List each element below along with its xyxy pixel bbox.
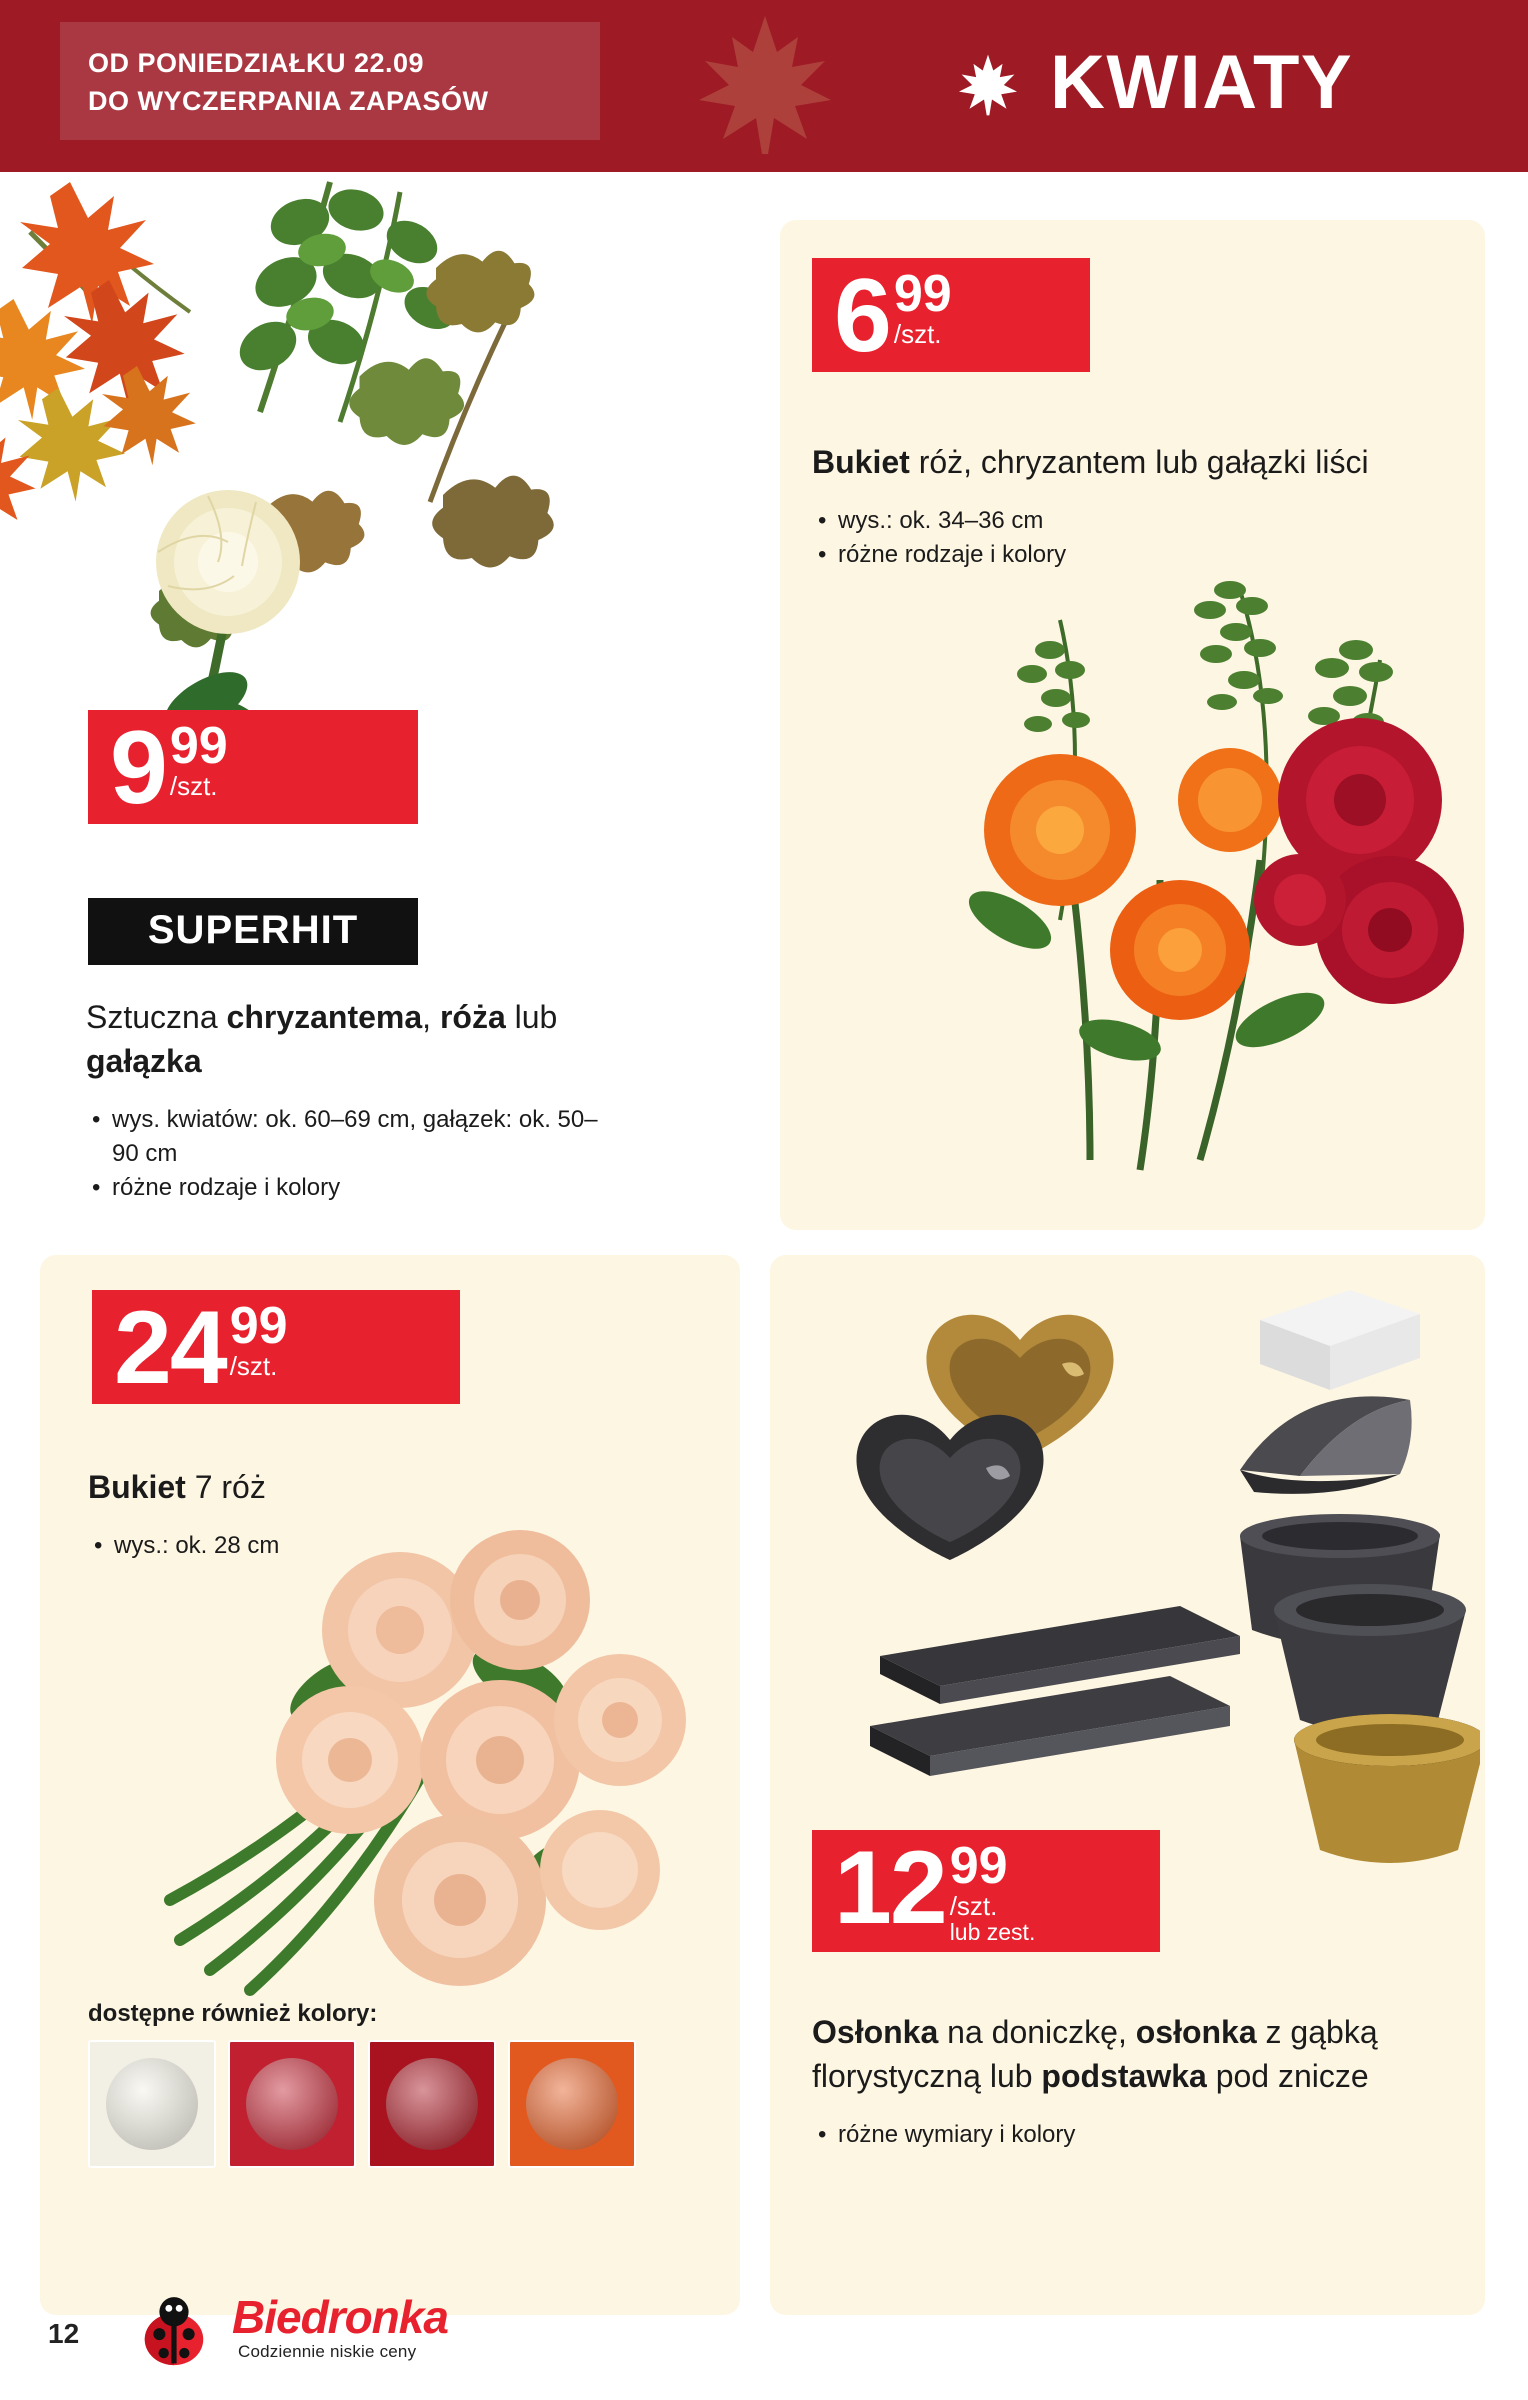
product-bullet: • różne wymiary i kolory [812,2118,1432,2152]
price-unit: /szt. [169,771,218,801]
product-image-bukiet-7-roz [100,1430,760,2090]
promo-date-badge [60,22,600,140]
price-decimal: 99 [229,1297,288,1355]
page-header [0,0,1528,172]
colors-label: dostępne również kolory: [88,2000,378,2027]
product-bullets [86,1103,616,1205]
product-bullet: • różne rodzaje i kolory [86,1171,616,1205]
promo-date-line1: OD PONIEDZIAŁKU 22.09 [88,48,425,78]
price-box-bukiet-7-roz [92,1290,460,1404]
product-title: Osłonka na doniczkę, osłonka z gąbką florystyczną lub podstawka pod znicze [812,2014,1378,2094]
brand-slogan: Codziennie niskie ceny [238,2342,417,2361]
price-unit: /szt. [949,1891,998,1921]
brand-name: Biedronka [232,2291,448,2343]
product-bullet: • różne rodzaje i kolory [812,538,1372,572]
price-decimal: 99 [169,717,228,775]
color-swatches [88,2040,636,2168]
color-swatch-rose [106,2058,198,2150]
price-integer: 6 [834,258,890,374]
product-bullet: • wys. kwiatów: ok. 60–69 cm, gałązek: ok. 50–90 cm [86,1103,616,1171]
promo-date-line2: DO WYCZERPANIA ZAPASÓW [88,86,489,116]
color-swatch-rose [246,2058,338,2150]
product-title: Bukiet 7 róż [88,1469,266,1505]
color-swatch[interactable] [228,2040,356,2168]
color-swatch[interactable] [508,2040,636,2168]
product-info-oslonka [812,2010,1432,2152]
product-info-sztuczna-chryzantema [86,995,616,1205]
price-box-oslonka [812,1830,1160,1952]
price-decimal: 99 [949,1837,1008,1895]
price-box-sztuczna-chryzantema [88,710,418,824]
price-integer: 9 [110,710,166,826]
product-bullet: • wys.: ok. 28 cm [88,1529,548,1563]
price-unit-secondary: lub zest. [949,1919,1036,1945]
color-swatch[interactable] [368,2040,496,2168]
page-number: 12 [48,2318,80,2349]
ladybug-icon [126,2286,222,2372]
price-integer: 12 [834,1830,946,1946]
color-swatch[interactable] [88,2040,216,2168]
price-box-bukiet-roz [812,258,1090,372]
product-bullets [812,2118,1432,2152]
page-title: KWIATY [1050,40,1354,125]
product-image-oslonka [790,1270,1480,1895]
maple-leaf-icon-small [955,52,1021,118]
price-integer: 24 [114,1290,226,1406]
price-unit: /szt. [893,319,942,349]
color-swatch-rose [386,2058,478,2150]
product-title: Bukiet róż, chryzantem lub gałązki liści [812,444,1369,480]
color-swatch-rose [526,2058,618,2150]
price-decimal: 99 [893,265,952,323]
product-title: Sztuczna chryzantema, róża lub gałązka [86,999,558,1079]
product-image-bukiet-roz [760,500,1480,1220]
superhit-badge: SUPERHIT [88,898,418,965]
price-unit: /szt. [229,1351,278,1381]
product-bullet: • wys.: ok. 34–36 cm [812,504,1372,538]
maple-leaf-icon [690,10,840,160]
